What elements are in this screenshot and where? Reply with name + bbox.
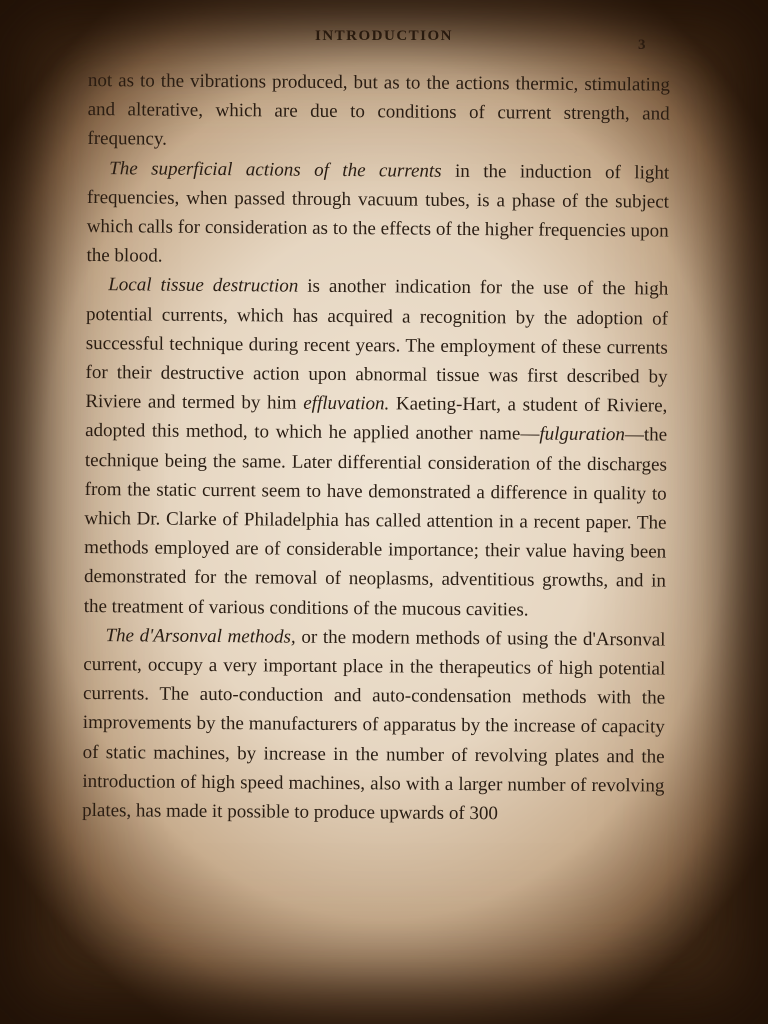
paragraph-3-text-3: —the technique being the same. Later differential consideration of the discharges from the static current seem to have demonstrated a difference in quality to which Dr. Clarke of Philadelphia has called attention in a recent paper. The methods employed are of considerable importance; their value having been demonstrated for the removal of neoplasms, adventitious growths, and in the treatment of various conditions of the mucous cavities. [83,424,668,621]
paragraph-3-italic-effluvation: effluvation. [303,392,390,415]
paragraph-2 [86,154,669,275]
body-text [82,66,670,830]
running-header: INTRODUCTION [314,28,453,44]
paragraph-1 [87,66,670,158]
paragraph-1-text: not as to the vibrations produced, but as to the actions thermic, stimulating and alterative, which are due to conditions of current strength, and frequency. [87,69,670,151]
paragraph-4-text: or the modern methods of using the d'Arsonval current, occupy a very important place in the therapeutics of high potential currents. The auto-conduction and auto-condensation methods with the improvements by the manufacturers of apparatus by the increase of capacity of static machines, by increase in the number of revolving plates and the introduction of high speed machines, also with a larger number of revolving plates, has made it possible to produce upwards of 300 [82,626,666,825]
paragraph-3 [84,270,669,625]
paragraph-3-text-2: Kaeting-Hart, a student of Riviere, adopted this method, to which he applied another name— [85,393,668,445]
paragraph-4-italic-lead: The d'Arsonval methods, [105,625,296,648]
paragraph-3-text: is another indication for the use of the high potential currents, which has acquired a recognition by the adoption of successful technique during recent years. The employment of these currents for their destructive action upon abnormal tissue was first described by Riviere and termed by him [85,276,669,414]
paragraph-2-text: in the induction of light frequencies, when passed through vacuum tubes, is a phase of the subject which calls for consideration as to the effects of the higher frequencies upon the blood. [86,160,670,267]
paragraph-4 [82,621,666,830]
page-number: 3 [638,37,646,53]
paragraph-2-italic-lead: The superficial actions of the currents [109,157,442,182]
paragraph-3-italic-fulguration: fulguration [539,423,625,446]
paragraph-3-italic-lead: Local tissue destruction [108,274,299,298]
